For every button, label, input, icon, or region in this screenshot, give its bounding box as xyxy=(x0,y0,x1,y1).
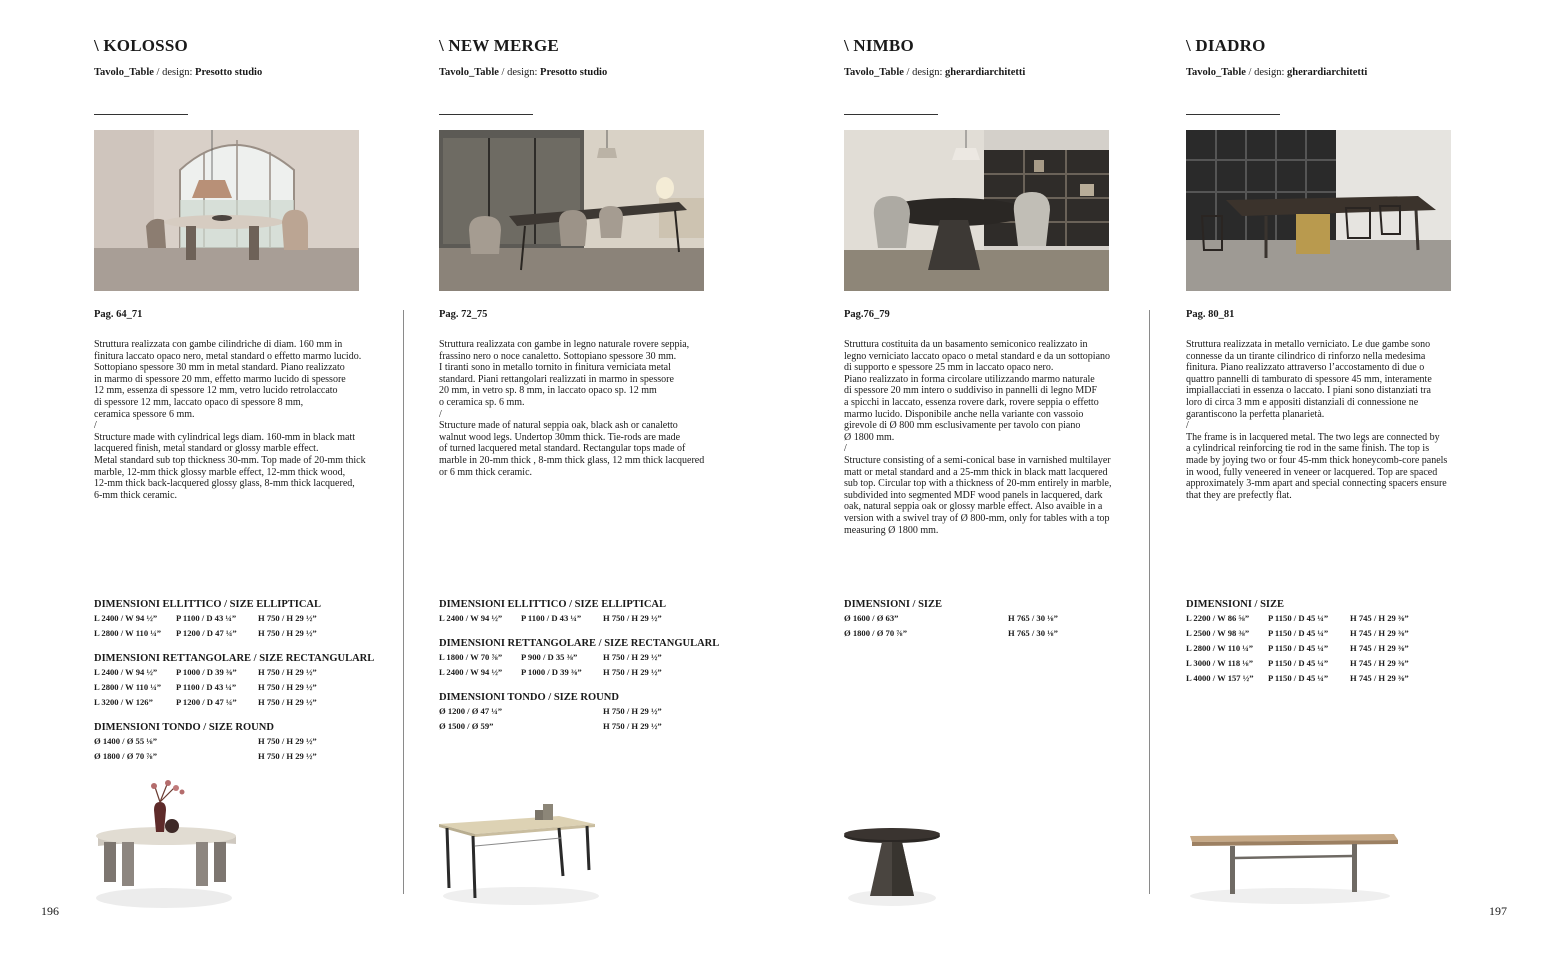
page-reference: Pag. 80_81 xyxy=(1186,309,1235,320)
dimension-row xyxy=(844,613,1144,628)
description-line: oak, natural seppia oak or glossy marble effect. Also avaible in a xyxy=(844,501,1103,513)
dim-height: H 750 / H 29 ½” xyxy=(258,697,317,707)
product-cutout-image xyxy=(94,780,244,915)
description-line: matt or metal standard and a 25-mm thick in black matt lacquered xyxy=(844,466,1108,478)
description-line: Struttura realizzata in metallo verniciato. Le due gambe sono xyxy=(1186,339,1431,350)
description-line: connesse da un tirante cilindrico di rinforzo nella medesima xyxy=(1186,350,1426,362)
dimensions-block xyxy=(94,599,394,776)
description-line: legno verniciato laccato opaco o metal standard e da un sottopiano xyxy=(844,350,1111,362)
description-line: Piano realizzato in forma circolare utilizzando marmo naturale xyxy=(844,373,1095,385)
product-subtitle xyxy=(94,67,262,78)
description-line: o ceramica sp. 6 mm. xyxy=(439,396,525,408)
dim-length: L 4000 / W 157 ½” xyxy=(1186,673,1254,683)
dimension-row xyxy=(439,652,739,667)
product-title: \ KOLOSSO xyxy=(94,36,188,55)
dim-length: L 2400 / W 94 ½” xyxy=(94,667,158,677)
page-reference: Pag. 64_71 xyxy=(94,309,143,320)
description-line: frassino nero o noce canaletto. Sottopiano spessore 30 mm. xyxy=(439,350,677,362)
description-line: Structure consisting of a semi-conical base in varnished multilayer xyxy=(844,454,1111,466)
product-title: \ NIMBO xyxy=(844,36,914,55)
description-line: di spessore 12 mm, laccato opaco di spessore 8 mm, xyxy=(94,396,304,408)
description-line: loro di circa 3 mm e appositi distanziali di connessione ne xyxy=(1186,396,1419,408)
product-title: \ NEW MERGE xyxy=(439,36,559,55)
dim-height: H 750 / H 29 ½” xyxy=(603,667,662,677)
description-line: quattro pannelli di tamburato di spessore 45 mm, interamente xyxy=(1186,373,1432,385)
dim-depth: P 1000 / D 39 ⅜” xyxy=(176,667,237,677)
product-cutout-image xyxy=(439,780,609,915)
page-reference: Pag.76_79 xyxy=(844,309,890,320)
description-line: marble in 20-mm thick , 8-mm thick glass, 12 mm thick lacquered xyxy=(439,454,705,466)
description-line: Structure made with cylindrical legs diam. 160-mm in black matt xyxy=(94,431,356,443)
dim-height: H 750 / H 29 ½” xyxy=(258,751,317,761)
subtitle-design-label: / design: xyxy=(498,67,541,78)
dimension-row xyxy=(94,613,394,628)
dim-diameter: Ø 1200 / Ø 47 ¼” xyxy=(439,706,503,716)
page-reference: Pag. 72_75 xyxy=(439,309,488,320)
description-line: a cylindrical reinforcing tie rod in the same finish. The top is xyxy=(1186,443,1430,455)
dimension-row xyxy=(439,613,739,628)
dim-length: L 2200 / W 86 ⅝” xyxy=(1186,613,1250,623)
description-line: / xyxy=(844,443,847,455)
product-description xyxy=(439,339,729,478)
dim-height: H 765 / 30 ⅛” xyxy=(1008,613,1058,623)
dim-height: H 750 / H 29 ½” xyxy=(258,682,317,692)
dimension-row xyxy=(94,667,394,682)
dimension-row xyxy=(94,697,394,712)
description-line: measuring Ø 1800 mm. xyxy=(844,524,939,536)
dimension-row xyxy=(439,667,739,682)
dimension-group-elliptical xyxy=(94,599,394,643)
description-line: garantiscono la perfetta planarietà. xyxy=(1186,408,1325,420)
dim-height: H 765 / 30 ⅛” xyxy=(1008,628,1058,638)
description-line: subdivided into segmented MDF wood panels in lacquered, dark xyxy=(844,489,1103,501)
description-line: lacquered finish, metal standard or glossy marble effect. xyxy=(94,443,319,455)
dim-diameter: Ø 1400 / Ø 55 ⅛” xyxy=(94,736,158,746)
description-line: / xyxy=(94,420,97,432)
dimension-row xyxy=(439,706,739,721)
product-photo xyxy=(844,130,1109,291)
description-line: finitura. Piano realizzato attraverso l’accostamento di due o xyxy=(1186,362,1425,374)
description-line: of turned lacquered metal standard. Rectangular tops made of xyxy=(439,443,686,455)
dim-length: L 3000 / W 118 ⅛” xyxy=(1186,658,1254,668)
description-line: Structure made of natural seppia oak, black ash or canaletto xyxy=(439,420,678,432)
dimension-row xyxy=(439,721,739,736)
description-line: 12-mm thick back-lacquered glossy glass, 8-mm thick lacquered, xyxy=(94,478,355,490)
description-line: finitura laccato opaco nero, metal standard o effetto marmo lucido. xyxy=(94,350,362,362)
dimension-row xyxy=(94,628,394,643)
product-subtitle xyxy=(439,67,607,78)
description-line: I tiranti sono in metallo tornito in finitura verniciata metal xyxy=(439,362,671,374)
description-line: version with a swivel tray of Ø 800-mm, only for tables with a top xyxy=(844,512,1110,524)
dim-height: H 745 / H 29 ⅜” xyxy=(1350,658,1409,668)
product-cutout-image xyxy=(844,780,994,915)
dimensions-block xyxy=(844,599,1144,653)
dim-height: H 750 / H 29 ½” xyxy=(603,706,662,716)
dimension-heading: DIMENSIONI TONDO / SIZE ROUND xyxy=(94,722,274,733)
dimension-heading: DIMENSIONI RETTANGOLARE / SIZE RECTANGULARL xyxy=(94,653,375,664)
description-line: in wood, fully veneered in veneer or lacquered. Top are spaced xyxy=(1186,466,1438,478)
title-rule xyxy=(94,114,188,115)
dim-length: L 2400 / W 94 ½” xyxy=(439,613,503,623)
product-column-new-merge xyxy=(439,0,729,959)
description-line: girevole di Ø 800 mm esclusivamente per tavolo con piano xyxy=(844,420,1081,432)
dim-length: L 2500 / W 98 ⅜” xyxy=(1186,628,1250,638)
product-column-kolosso xyxy=(94,0,384,959)
description-line: Struttura costituita da un basamento semiconico realizzato in xyxy=(844,339,1088,350)
dim-length: L 2400 / W 94 ½” xyxy=(94,613,158,623)
dimension-heading: DIMENSIONI / SIZE xyxy=(1186,599,1285,610)
dim-height: H 750 / H 29 ½” xyxy=(258,628,317,638)
dim-length: L 2800 / W 110 ¼” xyxy=(94,682,162,692)
dim-height: H 745 / H 29 ⅜” xyxy=(1350,613,1409,623)
dim-length: L 2400 / W 94 ½” xyxy=(439,667,503,677)
description-line: in marmo di spessore 20 mm, effetto marmo lucido di spessore xyxy=(94,373,346,385)
dimension-group-rectangular xyxy=(439,638,739,682)
dim-depth: P 1100 / D 43 ¼” xyxy=(521,613,582,623)
product-column-nimbo xyxy=(844,0,1134,959)
description-line: approximately 3-mm apart and special connecting spacers ensure xyxy=(1186,478,1447,490)
description-line: 20 mm, in vetro sp. 8 mm, in laccato opaco sp. 12 mm xyxy=(439,385,657,397)
product-photo xyxy=(439,130,704,291)
description-line: Metal standard sub top thickness 30-mm. Top made of 20-mm thick xyxy=(94,454,366,466)
dim-height: H 745 / H 29 ⅜” xyxy=(1350,673,1409,683)
product-column-diadro xyxy=(1186,0,1476,959)
column-divider xyxy=(1149,310,1150,894)
product-subtitle xyxy=(1186,67,1367,78)
product-title: \ DIADRO xyxy=(1186,36,1266,55)
description-line: sub top. Circular top with a thickness of 20-mm entirely in marble, xyxy=(844,478,1112,490)
dim-depth: P 1150 / D 45 ¼” xyxy=(1268,628,1329,638)
product-subtitle xyxy=(844,67,1025,78)
dimension-row xyxy=(1186,658,1486,673)
description-line: Ø 1800 mm. xyxy=(844,431,895,443)
description-line: Struttura realizzata con gambe cilindriche di diam. 160 mm in xyxy=(94,339,343,350)
dimension-heading: DIMENSIONI ELLITTICO / SIZE ELLIPTICAL xyxy=(94,599,321,610)
dim-depth: P 1000 / D 39 ⅜” xyxy=(521,667,582,677)
dim-depth: P 1100 / D 43 ¼” xyxy=(176,613,237,623)
dim-height: H 750 / H 29 ½” xyxy=(258,667,317,677)
subtitle-design-label: / design: xyxy=(1245,67,1288,78)
dimension-row xyxy=(94,736,394,751)
description-line: that they are prefectly flat. xyxy=(1186,489,1292,501)
dimension-group-size xyxy=(844,599,1144,643)
dimension-row xyxy=(1186,613,1486,628)
description-line: The frame is in lacquered metal. The two legs are connected by xyxy=(1186,431,1440,443)
title-rule xyxy=(844,114,938,115)
dimension-row xyxy=(1186,628,1486,643)
dimension-group-rectangular xyxy=(94,653,394,712)
subtitle-type: Tavolo_Table xyxy=(94,67,154,78)
dimensions-block xyxy=(1186,599,1486,698)
dim-length: L 2800 / W 110 ¼” xyxy=(94,628,162,638)
dim-height: H 750 / H 29 ½” xyxy=(603,721,662,731)
description-line: / xyxy=(1186,420,1189,432)
dim-height: H 750 / H 29 ½” xyxy=(603,613,662,623)
subtitle-type: Tavolo_Table xyxy=(439,67,499,78)
dim-length: L 2800 / W 110 ¼” xyxy=(1186,643,1254,653)
description-line: 6-mm thick ceramic. xyxy=(94,489,178,501)
dim-height: H 745 / H 29 ⅜” xyxy=(1350,628,1409,638)
dim-depth: P 1200 / D 47 ¼” xyxy=(176,628,237,638)
dim-depth: P 1150 / D 45 ¼” xyxy=(1268,643,1329,653)
description-line: or 6 mm thick ceramic. xyxy=(439,466,533,478)
subtitle-design-label: / design: xyxy=(153,67,196,78)
dim-depth: P 900 / D 35 ⅜” xyxy=(521,652,578,662)
dim-depth: P 1200 / D 47 ¼” xyxy=(176,697,237,707)
product-cutout-image xyxy=(1186,780,1416,915)
description-line: walnut wood legs. Undertop 30mm thick. Tie-rods are made xyxy=(439,431,681,443)
dim-depth: P 1100 / D 43 ¼” xyxy=(176,682,237,692)
dimension-group-elliptical xyxy=(439,599,739,628)
designer-name: gherardiarchitetti xyxy=(945,67,1026,78)
dimension-heading: DIMENSIONI ELLITTICO / SIZE ELLIPTICAL xyxy=(439,599,666,610)
column-divider xyxy=(403,310,404,894)
description-line: ceramica spessore 6 mm. xyxy=(94,408,195,420)
dim-height: H 745 / H 29 ⅜” xyxy=(1350,643,1409,653)
designer-name: Presotto studio xyxy=(540,67,608,78)
subtitle-type: Tavolo_Table xyxy=(1186,67,1246,78)
subtitle-design-label: / design: xyxy=(903,67,946,78)
dim-depth: P 1150 / D 45 ¼” xyxy=(1268,613,1329,623)
subtitle-type: Tavolo_Table xyxy=(844,67,904,78)
description-line: a spicchi in laccato, essenza rovere dark, rovere seppia o effetto xyxy=(844,396,1099,408)
description-line: Struttura realizzata con gambe in legno naturale rovere seppia, xyxy=(439,339,690,350)
dim-diameter: Ø 1600 / Ø 63” xyxy=(844,613,899,623)
dimension-row xyxy=(1186,673,1486,688)
dimension-row xyxy=(94,682,394,697)
description-line: standard. Piani rettangolari realizzati in marmo in spessore xyxy=(439,373,674,385)
dimension-group-round xyxy=(439,692,739,736)
dimension-group-round xyxy=(94,722,394,766)
description-line: marmo lucido. Disponibile anche nella variante con vassoio xyxy=(844,408,1084,420)
description-line: 12 mm, essenza di spessore 12 mm, vetro lucido retrolaccato xyxy=(94,385,338,397)
description-line: impiallacciati in essenza o laccato. I piani sono distanziati tra xyxy=(1186,385,1431,397)
description-line: made by joying two or four 45-mm thick honeycomb-core panels xyxy=(1186,454,1448,466)
dimensions-block xyxy=(439,599,739,746)
description-line: Sottopiano spessore 30 mm in metal standard. Piano realizzato xyxy=(94,362,345,374)
product-photo xyxy=(94,130,359,291)
dim-diameter: Ø 1800 / Ø 70 ⅞” xyxy=(94,751,158,761)
description-line: di spessore 20 mm intero o suddiviso in pannelli di legno MDF xyxy=(844,385,1098,397)
title-rule xyxy=(1186,114,1280,115)
dimension-heading: DIMENSIONI TONDO / SIZE ROUND xyxy=(439,692,619,703)
description-line: di supporto e spessore 25 mm in laccato opaco nero. xyxy=(844,362,1054,374)
description-line: marble, 12-mm thick glossy marble effect, 12-mm thick wood, xyxy=(94,466,346,478)
page-number-right: 197 xyxy=(1489,904,1507,918)
dimension-row xyxy=(1186,643,1486,658)
dim-depth: P 1150 / D 45 ¼” xyxy=(1268,673,1329,683)
product-photo xyxy=(1186,130,1451,291)
designer-name: Presotto studio xyxy=(195,67,263,78)
description-line: / xyxy=(439,408,442,420)
dim-diameter: Ø 1800 / Ø 70 ⅞” xyxy=(844,628,908,638)
page-number-left: 196 xyxy=(41,904,59,918)
dimension-group-size xyxy=(1186,599,1486,688)
dim-diameter: Ø 1500 / Ø 59” xyxy=(439,721,494,731)
dim-depth: P 1150 / D 45 ¼” xyxy=(1268,658,1329,668)
product-description xyxy=(94,339,384,501)
dimension-row xyxy=(844,628,1144,643)
title-rule xyxy=(439,114,533,115)
product-description xyxy=(844,339,1134,536)
dimension-heading: DIMENSIONI / SIZE xyxy=(844,599,943,610)
dimension-row xyxy=(94,751,394,766)
designer-name: gherardiarchitetti xyxy=(1287,67,1368,78)
dim-length: L 1800 / W 70 ⅞” xyxy=(439,652,503,662)
product-description xyxy=(1186,339,1476,501)
dimension-heading: DIMENSIONI RETTANGOLARE / SIZE RECTANGULARL xyxy=(439,638,720,649)
dim-height: H 750 / H 29 ½” xyxy=(258,736,317,746)
dim-height: H 750 / H 29 ½” xyxy=(258,613,317,623)
dim-length: L 3200 / W 126” xyxy=(94,697,153,707)
dim-height: H 750 / H 29 ½” xyxy=(603,652,662,662)
